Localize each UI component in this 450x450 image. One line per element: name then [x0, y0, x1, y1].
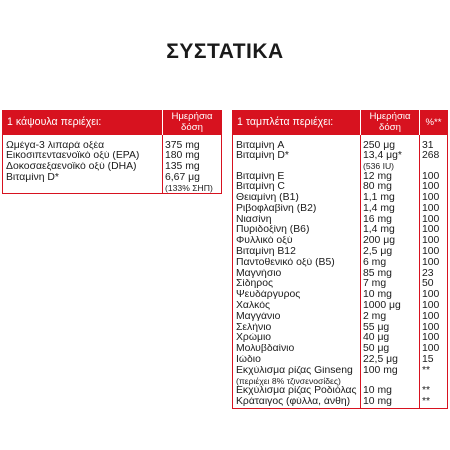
- ingredient-dose: 375 mg: [163, 141, 222, 152]
- ingredient-dose: 6,67 μg: [163, 173, 222, 184]
- ingredient-dose: 16 mg: [361, 215, 420, 226]
- ingredient-name: Θειαμίνη (B1): [236, 193, 299, 204]
- table-row: [233, 182, 448, 193]
- ingredient-name: Βιταμίνη D*: [236, 151, 289, 162]
- capsule-table-header: [3, 111, 222, 135]
- ingredient-dose: 13,4 μg*: [361, 151, 420, 162]
- ingredient-dose: 180 mg: [163, 151, 222, 162]
- ingredient-dose: 22,5 μg: [361, 355, 420, 366]
- table-row: [233, 279, 448, 290]
- table-row: [233, 247, 448, 258]
- ingredient-name: Βιταμίνη A: [236, 140, 285, 151]
- ingredient-dose: 12 mg: [361, 172, 420, 183]
- note-spacer: [420, 162, 448, 171]
- ingredient-dose: 250 μg: [361, 141, 420, 152]
- ingredient-dose: 1,4 mg: [361, 204, 420, 215]
- ingredient-name: Βιταμίνη D*: [6, 172, 59, 183]
- ingredient-name: Μολυβδαίνιο: [236, 344, 295, 355]
- ingredient-dose: 10 mg: [361, 290, 420, 301]
- capsule-header-dose: Ημερήσια δόση: [163, 111, 222, 135]
- ingredient-percent: 100: [420, 323, 448, 334]
- ingredient-name: Βιταμίνη B12: [236, 247, 296, 258]
- tablet-ingredients-table: [232, 110, 448, 409]
- ingredient-name: Φυλλικό οξύ: [236, 236, 293, 247]
- ingredient-name: Εκχύλισμα ρίζας Ginseng: [236, 365, 353, 376]
- ingredient-name: Ριβοφλαβίνη (B2): [236, 203, 317, 214]
- ingredient-percent: 50: [420, 279, 448, 290]
- ingredient-name: Βιταμίνη E: [236, 171, 285, 182]
- ingredient-dose: 6 mg: [361, 258, 420, 269]
- ingredient-percent: 100: [420, 215, 448, 226]
- table-row-note: [233, 162, 448, 171]
- table-row: [233, 151, 448, 162]
- note-spacer: [3, 184, 163, 194]
- ingredient-name: Νιασίνη: [236, 214, 272, 225]
- table-row: [233, 355, 448, 366]
- ingredient-percent: 100: [420, 301, 448, 312]
- ingredient-percent: 100: [420, 204, 448, 215]
- table-row: [233, 397, 448, 408]
- table-row: [233, 258, 448, 269]
- ingredient-name: Χρώμιο: [236, 333, 272, 344]
- page-title: ΣΥΣΤΑΤΙΚΑ: [166, 40, 284, 63]
- ingredient-percent: 100: [420, 258, 448, 269]
- table-row: [233, 312, 448, 323]
- table-row: [3, 141, 222, 152]
- ingredient-percent: 31: [420, 141, 448, 152]
- ingredient-dose: 2 mg: [361, 312, 420, 323]
- ingredient-percent: 100: [420, 172, 448, 183]
- ingredient-percent: 100: [420, 225, 448, 236]
- ingredient-name: Σίδηρος: [236, 279, 273, 290]
- ingredient-dose: 80 mg: [361, 182, 420, 193]
- ingredient-dose: 200 μg: [361, 236, 420, 247]
- table-row: [233, 269, 448, 280]
- table-row: [233, 141, 448, 152]
- ingredient-name: Εικοσιπενταενοϊκό οξύ (EPA): [6, 151, 140, 162]
- ingredient-note: (133% ΣΗΠ): [163, 184, 222, 194]
- tablet-header-label: 1 ταμπλέτα περιέχει:: [233, 111, 361, 135]
- ingredient-percent: 100: [420, 333, 448, 344]
- tablet-header-dose: Ημερήσια δόση: [361, 111, 420, 135]
- ingredient-percent: 100: [420, 182, 448, 193]
- note-spacer: [420, 377, 448, 386]
- table-row: [233, 172, 448, 183]
- ingredient-percent: 100: [420, 312, 448, 323]
- ingredient-dose: 10 mg: [361, 397, 420, 408]
- table-row: [233, 386, 448, 397]
- table-row: [3, 162, 222, 173]
- ingredient-percent: **: [420, 386, 448, 397]
- table-row: [233, 204, 448, 215]
- ingredient-note: (536 IU): [361, 162, 420, 171]
- ingredient-percent: 15: [420, 355, 448, 366]
- ingredient-dose: 85 mg: [361, 269, 420, 280]
- ingredient-percent: 23: [420, 269, 448, 280]
- table-row: [3, 151, 222, 162]
- table-row: [233, 236, 448, 247]
- ingredient-name: Ωμέγα-3 λιπαρά οξέα: [6, 140, 105, 151]
- ingredient-dose: 1,1 mg: [361, 193, 420, 204]
- table-row-note: [233, 377, 448, 386]
- ingredient-percent: 268: [420, 151, 448, 162]
- ingredient-dose: 1,4 mg: [361, 225, 420, 236]
- table-row: [233, 366, 448, 377]
- ingredient-dose: 135 mg: [163, 162, 222, 173]
- ingredient-percent: **: [420, 397, 448, 408]
- ingredient-dose: 1000 μg: [361, 301, 420, 312]
- ingredient-name: Χαλκός: [236, 301, 270, 312]
- ingredient-name: Παντοθενικό οξύ (B5): [236, 257, 335, 268]
- ingredient-percent: 100: [420, 344, 448, 355]
- note-spacer: [233, 162, 361, 171]
- capsule-table-body: [3, 135, 222, 194]
- table-row: [233, 225, 448, 236]
- ingredient-dose: 2,5 μg: [361, 247, 420, 258]
- ingredient-name: Μαγγάνιο: [236, 311, 281, 322]
- table-row: [3, 173, 222, 184]
- ingredient-percent: 100: [420, 193, 448, 204]
- note-spacer: [361, 377, 420, 386]
- tablet-table-body: [233, 135, 448, 409]
- tablet-table-header: [233, 111, 448, 135]
- ingredient-name: Ιώδιο: [236, 355, 261, 366]
- table-row: [233, 301, 448, 312]
- table-row: [233, 333, 448, 344]
- ingredient-dose: 7 mg: [361, 279, 420, 290]
- ingredient-name: Βιταμίνη C: [236, 182, 285, 193]
- ingredient-name: Εκχύλισμα ρίζας Ροδιόλας: [236, 386, 357, 397]
- table-row: [233, 215, 448, 226]
- ingredient-name: Σελήνιο: [236, 322, 272, 333]
- ingredient-dose: 10 mg: [361, 386, 420, 397]
- ingredient-dose: 40 μg: [361, 333, 420, 344]
- ingredient-dose: 50 μg: [361, 344, 420, 355]
- table-row: [233, 323, 448, 334]
- tablet-header-percent: %**: [420, 111, 448, 135]
- ingredient-name: Κράταιγος (φύλλα, άνθη): [236, 396, 351, 407]
- ingredient-name: Πυριδοξίνη (B6): [236, 225, 310, 236]
- ingredient-dose: 100 mg: [361, 366, 420, 377]
- capsule-ingredients-table: [2, 110, 222, 194]
- ingredient-note: (περιέχει 8% τζινσενοσίδες): [236, 376, 341, 386]
- ingredient-percent: 100: [420, 247, 448, 258]
- ingredient-dose: 55 μg: [361, 323, 420, 334]
- ingredient-name: Μαγνήσιο: [236, 268, 282, 279]
- table-row: [233, 290, 448, 301]
- ingredient-percent: 100: [420, 290, 448, 301]
- ingredient-percent: 100: [420, 236, 448, 247]
- ingredient-percent: **: [420, 366, 448, 377]
- ingredient-name: Δοκοσαεξαενοϊκό οξύ (DHA): [6, 162, 137, 173]
- table-row-note: [3, 184, 222, 194]
- table-row: [233, 193, 448, 204]
- ingredient-name: Ψευδάργυρος: [236, 290, 301, 301]
- capsule-header-label: 1 κάψουλα περιέχει:: [3, 111, 163, 135]
- table-row: [233, 344, 448, 355]
